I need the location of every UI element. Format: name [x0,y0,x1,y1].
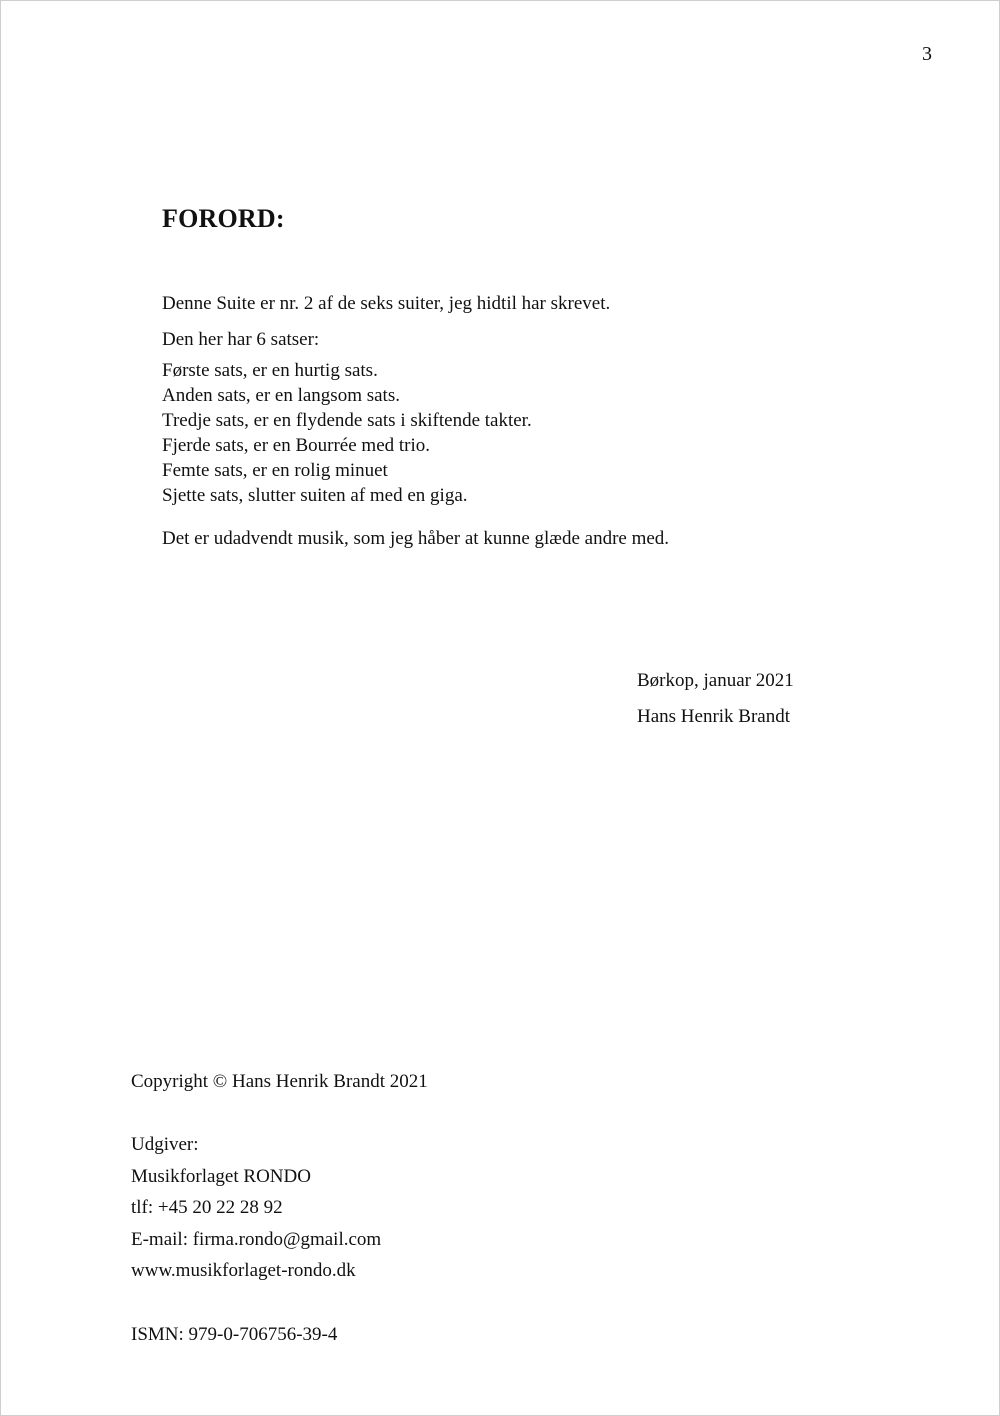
publisher-website: www.musikforlaget-rondo.dk [131,1260,356,1281]
movements-intro: Den her har 6 satser: [162,329,320,350]
movement-item: Femte sats, er en rolig minuet [162,460,388,481]
copyright-line: Copyright © Hans Henrik Brandt 2021 [131,1071,428,1092]
publisher-label: Udgiver: [131,1134,199,1155]
publisher-phone: tlf: +45 20 22 28 92 [131,1197,283,1218]
ismn-number: ISMN: 979-0-706756-39-4 [131,1324,338,1345]
signature-name: Hans Henrik Brandt [637,706,791,727]
movement-item: Fjerde sats, er en Bourrée med trio. [162,435,431,456]
publisher-email: E-mail: firma.rondo@gmail.com [131,1229,382,1250]
movement-item: Sjette sats, slutter suiten af med en giga. [162,485,468,506]
movement-item: Anden sats, er en langsom sats. [162,385,400,406]
movement-item: Tredje sats, er en flydende sats i skiftende takter. [162,410,532,431]
intro-paragraph: Denne Suite er nr. 2 af de seks suiter, jeg hidtil har skrevet. [162,293,611,314]
movement-item: Første sats, er en hurtig sats. [162,360,378,381]
signature-place-date: Børkop, januar 2021 [637,670,794,691]
closing-paragraph: Det er udadvendt musik, som jeg håber at kunne glæde andre med. [162,528,670,549]
page-number: 3 [922,43,932,65]
page-title: FORORD: [162,204,285,233]
publisher-name: Musikforlaget RONDO [131,1166,311,1187]
movements-list [162,358,532,508]
